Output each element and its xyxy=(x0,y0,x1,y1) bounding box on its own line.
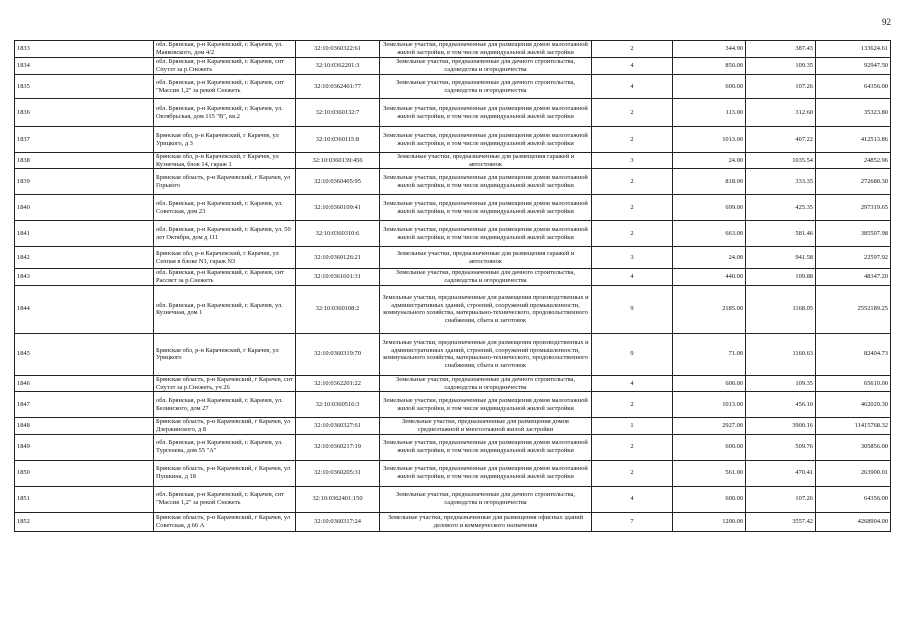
address-cell: Брянская область, р-н Карачевский, г Карачев, ул Пушкина, д 18 xyxy=(154,460,296,486)
cadastral-number-cell: 32:10:0360126:21 xyxy=(296,247,380,269)
cadastral-number-cell: 32:10:0360132:7 xyxy=(296,99,380,127)
cadastral-number-cell: 32:10:0360516:3 xyxy=(296,392,380,418)
area-cell: 600.00 xyxy=(673,434,746,460)
land-use-cell: Земельные участки, предназначенные для размещения гаражей и автостоянок xyxy=(380,247,592,269)
row-number: 1842 xyxy=(15,247,154,269)
row-number: 1837 xyxy=(15,127,154,153)
area-cell: 600.00 xyxy=(673,75,746,99)
address-cell: обл. Брянская, р-н Карачевский, г. Карачев, снт Рассвет за р.Снежеть xyxy=(154,269,296,285)
address-cell: Брянская обл, р-н Карачевский, г Карачев, ул Сеппая в блоке N1, гараж N3 xyxy=(154,247,296,269)
table-row xyxy=(15,333,891,375)
land-use-cell: Земельные участки, предназначенные для дачного строительства, садоводства и огородничества xyxy=(380,58,592,75)
cadastral-value-cell: 305856.00 xyxy=(816,434,891,460)
address-cell: обл. Брянская, р-н Карачевский, г. Карачев, ул. Кузнечная, дом 1 xyxy=(154,285,296,333)
table-row xyxy=(15,58,891,75)
land-use-cell: Земельные участки, предназначенные для размещения домов малоэтажной жилой застройки, в том числе индивидуальной жилой застройки xyxy=(380,169,592,195)
group-cell: 2 xyxy=(592,434,673,460)
address-cell: Брянская область, р-н Карачевский, г Карачев, ул Дзержинского, д 8 xyxy=(154,418,296,434)
area-cell: 699.00 xyxy=(673,195,746,221)
table-row xyxy=(15,269,891,285)
land-use-cell: Земельные участки, предназначенные для размещения производственных и административных зданий, строений, сооружений промышленности, коммунального хозяйства, материально-технического, продовольственного снабжения, сбыта и заготовок xyxy=(380,333,592,375)
group-cell: 2 xyxy=(592,169,673,195)
cadastral-value-cell: 48347.20 xyxy=(816,269,891,285)
cadastral-value-cell: 4268904.00 xyxy=(816,512,891,531)
group-cell: 4 xyxy=(592,269,673,285)
group-cell: 2 xyxy=(592,392,673,418)
rate-cell: 3900.16 xyxy=(746,418,816,434)
land-use-cell: Земельные участки, предназначенные для дачного строительства, садоводства и огородничества xyxy=(380,375,592,391)
land-use-cell: Земельные участки, предназначенные для размещения домов малоэтажной жилой застройки, в том числе индивидуальной жилой застройки xyxy=(380,99,592,127)
cadastral-value-cell: 64356.00 xyxy=(816,75,891,99)
group-cell: 3 xyxy=(592,247,673,269)
area-cell: 24.00 xyxy=(673,247,746,269)
cadastral-number-cell: 32:10:0362401:150 xyxy=(296,486,380,512)
row-number: 1836 xyxy=(15,99,154,127)
group-cell: 2 xyxy=(592,460,673,486)
cadastral-value-cell: 385507.98 xyxy=(816,221,891,247)
table-body xyxy=(15,41,891,532)
area-cell: 24.00 xyxy=(673,153,746,169)
row-number: 1840 xyxy=(15,195,154,221)
land-use-cell: Земельные участки, предназначенные для дачного строительства, садоводства и огородничества xyxy=(380,269,592,285)
area-cell: 2185.00 xyxy=(673,285,746,333)
land-use-cell: Земельные участки, предназначенные для дачного строительства, садоводства и огородничества xyxy=(380,486,592,512)
area-cell: 440.00 xyxy=(673,269,746,285)
row-number: 1835 xyxy=(15,75,154,99)
table-row xyxy=(15,418,891,434)
rate-cell: 3557.42 xyxy=(746,512,816,531)
cadastral-number-cell: 32:10:0360115:8 xyxy=(296,127,380,153)
land-use-cell: Земельные участки, предназначенные для размещения домов малоэтажной жилой застройки, в том числе индивидуальной жилой застройки xyxy=(380,127,592,153)
row-number: 1850 xyxy=(15,460,154,486)
land-use-cell: Земельные участки, предназначенные для размещения домов малоэтажной жилой застройки, в том числе индивидуальной жилой застройки xyxy=(380,195,592,221)
area-cell: 1013.00 xyxy=(673,392,746,418)
land-use-cell: Земельные участки, предназначенные для размещения домов малоэтажной жилой застройки, в том числе индивидуальной жилой застройки xyxy=(380,41,592,58)
area-cell: 1013.00 xyxy=(673,127,746,153)
group-cell: 9 xyxy=(592,333,673,375)
rate-cell: 107.26 xyxy=(746,75,816,99)
table-row xyxy=(15,127,891,153)
cadastral-value-cell: 92947.50 xyxy=(816,58,891,75)
row-number: 1838 xyxy=(15,153,154,169)
table-row xyxy=(15,195,891,221)
row-number: 1851 xyxy=(15,486,154,512)
cadastral-value-cell: 64356.00 xyxy=(816,486,891,512)
cadastral-number-cell: 32:10:0362401:77 xyxy=(296,75,380,99)
cadastral-number-cell: 32:10:0360217:19 xyxy=(296,434,380,460)
table-row xyxy=(15,169,891,195)
address-cell: обл. Брянская, р-н Карачевский, г. Карачев, ул. 50 лет Октября, дом д 111 xyxy=(154,221,296,247)
group-cell: 2 xyxy=(592,195,673,221)
cadastral-value-cell: 412513.86 xyxy=(816,127,891,153)
land-use-cell: Земельные участки, предназначенные для размещения домов малоэтажной жилой застройки, в том числе индивидуальной жилой застройки xyxy=(380,221,592,247)
cadastral-value-cell: 272680.30 xyxy=(816,169,891,195)
area-cell: 561.00 xyxy=(673,460,746,486)
cadastral-number-cell: 32:10:0360322:61 xyxy=(296,41,380,58)
page-number: 92 xyxy=(882,17,891,27)
table-row xyxy=(15,99,891,127)
row-number: 1847 xyxy=(15,392,154,418)
rate-cell: 941.58 xyxy=(746,247,816,269)
rate-cell: 581.46 xyxy=(746,221,816,247)
cadastral-value-cell: 133624.61 xyxy=(816,41,891,58)
area-cell: 850.00 xyxy=(673,58,746,75)
cadastral-number-cell: 32:10:0360108:2 xyxy=(296,285,380,333)
rate-cell: 109.35 xyxy=(746,375,816,391)
cadastral-number-cell: 32:10:0361601:31 xyxy=(296,269,380,285)
land-use-cell: Земельные участки, предназначенные для размещения производственных и административных зданий, строений, сооружений промышленности, коммунального хозяйства, материально-технического, продовольственного снабжения, сбыта и заготовок xyxy=(380,285,592,333)
address-cell: обл. Брянская, р-н Карачевский, г. Карачев, ул. Белинского, дом 27 xyxy=(154,392,296,418)
row-number: 1848 xyxy=(15,418,154,434)
table-row xyxy=(15,434,891,460)
land-use-cell: Земельные участки, предназначенные для размещения домов малоэтажной жилой застройки, в том числе индивидуальной жилой застройки xyxy=(380,460,592,486)
area-cell: 600.00 xyxy=(673,486,746,512)
address-cell: Брянская обл, р-н Карачевский, г Карачев, ул Урицкого xyxy=(154,333,296,375)
group-cell: 2 xyxy=(592,127,673,153)
row-number: 1841 xyxy=(15,221,154,247)
rate-cell: 509.76 xyxy=(746,434,816,460)
cadastral-number-cell: 32:10:0360310:6 xyxy=(296,221,380,247)
rate-cell: 312.60 xyxy=(746,99,816,127)
address-cell: обл. Брянская, р-н Карачевский, г. Карачев, снт "Массив 1,2" за рекой Снежеть xyxy=(154,486,296,512)
table-row xyxy=(15,41,891,58)
area-cell: 113.00 xyxy=(673,99,746,127)
address-cell: Брянская обл, р-н Карачевский, г Карачев, ул Кузнечная, блок 14, гараж 1 xyxy=(154,153,296,169)
table-row xyxy=(15,285,891,333)
address-cell: Брянская область, р-н Карачевский, г Карачев, ул Советская, д 66 А xyxy=(154,512,296,531)
address-cell: обл. Брянская, р-н Карачевский, г. Карачев, снт Спутэт за р.Снежеть xyxy=(154,58,296,75)
group-cell: 2 xyxy=(592,41,673,58)
group-cell: 4 xyxy=(592,75,673,99)
land-use-cell: Земельные участки, предназначенные для размещения домов среднеэтажной и многоэтажной жилой застройки xyxy=(380,418,592,434)
row-number: 1834 xyxy=(15,58,154,75)
cadastral-number-cell: 32:10:0360319:70 xyxy=(296,333,380,375)
address-cell: Брянская область, р-н Карачевский, г Карачев, снт Спутэт за р.Снежеть, уч 26 xyxy=(154,375,296,391)
rate-cell: 107.26 xyxy=(746,486,816,512)
rate-cell: 109.35 xyxy=(746,58,816,75)
group-cell: 2 xyxy=(592,221,673,247)
row-number: 1844 xyxy=(15,285,154,333)
table-row xyxy=(15,375,891,391)
rate-cell: 333.35 xyxy=(746,169,816,195)
land-use-cell: Земельные участки, предназначенные для дачного строительства, садоводства и огородничества xyxy=(380,75,592,99)
table-row xyxy=(15,512,891,531)
address-cell: обл. Брянская, р-н Карачевский, г. Карачев, ул. Маяковского, дом 4/2 xyxy=(154,41,296,58)
cadastral-value-cell: 297319.65 xyxy=(816,195,891,221)
cadastral-value-cell: 35323.80 xyxy=(816,99,891,127)
cadastral-number-cell: 32:10:0360205:31 xyxy=(296,460,380,486)
group-cell: 7 xyxy=(592,512,673,531)
cadastral-value-cell: 22597.92 xyxy=(816,247,891,269)
table-row xyxy=(15,486,891,512)
area-cell: 2927.00 xyxy=(673,418,746,434)
cadastral-value-cell: 24852.96 xyxy=(816,153,891,169)
land-use-cell: Земельные участки, предназначенные для размещения домов малоэтажной жилой застройки, в том числе индивидуальной жилой застройки xyxy=(380,392,592,418)
address-cell: обл. Брянская, р-н Карачевский, г. Карачев, ул. Октябрьская, дом 115 "В", кв.2 xyxy=(154,99,296,127)
row-number: 1849 xyxy=(15,434,154,460)
cadastral-value-cell: 82404.73 xyxy=(816,333,891,375)
group-cell: 9 xyxy=(592,285,673,333)
area-cell: 344.90 xyxy=(673,41,746,58)
cadastral-value-cell: 65610.00 xyxy=(816,375,891,391)
cadastral-value-cell: 2552189.25 xyxy=(816,285,891,333)
table-row xyxy=(15,75,891,99)
rate-cell: 407.22 xyxy=(746,127,816,153)
table-row xyxy=(15,221,891,247)
cadastral-number-cell: 32:10:0360139:456 xyxy=(296,153,380,169)
area-cell: 818.00 xyxy=(673,169,746,195)
land-use-cell: Земельные участки, предназначенные для размещения офисных зданий делового и коммерческого назначения xyxy=(380,512,592,531)
address-cell: обл. Брянская, р-н Карачевский, г. Карачев, ул. Советская, дом 23 xyxy=(154,195,296,221)
cadastral-value-cell: 263900.01 xyxy=(816,460,891,486)
address-cell: Брянская обл, р-н Карачевский, г Карачев, ул Урицкого, д 3 xyxy=(154,127,296,153)
group-cell: 3 xyxy=(592,153,673,169)
area-cell: 663.00 xyxy=(673,221,746,247)
rate-cell: 1160.63 xyxy=(746,333,816,375)
group-cell: 4 xyxy=(592,375,673,391)
table-row xyxy=(15,392,891,418)
cadastral-value-cell: 462029.30 xyxy=(816,392,891,418)
land-registry-table xyxy=(14,40,891,532)
land-use-cell: Земельные участки, предназначенные для размещения гаражей и автостоянок xyxy=(380,153,592,169)
area-cell: 71.00 xyxy=(673,333,746,375)
land-use-cell: Земельные участки, предназначенные для размещения домов малоэтажной жилой застройки, в том числе индивидуальной жилой застройки xyxy=(380,434,592,460)
row-number: 1852 xyxy=(15,512,154,531)
rate-cell: 1035.54 xyxy=(746,153,816,169)
table-row xyxy=(15,153,891,169)
row-number: 1839 xyxy=(15,169,154,195)
group-cell: 2 xyxy=(592,99,673,127)
rate-cell: 425.35 xyxy=(746,195,816,221)
area-cell: 600.00 xyxy=(673,375,746,391)
group-cell: 4 xyxy=(592,58,673,75)
row-number: 1846 xyxy=(15,375,154,391)
cadastral-number-cell: 32:10:0360327:61 xyxy=(296,418,380,434)
row-number: 1843 xyxy=(15,269,154,285)
group-cell: 4 xyxy=(592,486,673,512)
cadastral-number-cell: 32:10:0360317:24 xyxy=(296,512,380,531)
table-row xyxy=(15,460,891,486)
cadastral-number-cell: 32:10:0360109:41 xyxy=(296,195,380,221)
row-number: 1845 xyxy=(15,333,154,375)
cadastral-number-cell: 32:10:0362201:22 xyxy=(296,375,380,391)
rate-cell: 387.43 xyxy=(746,41,816,58)
table-row xyxy=(15,247,891,269)
address-cell: Брянская область, р-н Карачевский, г Карачев, ул Горького xyxy=(154,169,296,195)
rate-cell: 109.88 xyxy=(746,269,816,285)
cadastral-value-cell: 11415768.32 xyxy=(816,418,891,434)
rate-cell: 1168.05 xyxy=(746,285,816,333)
row-number: 1833 xyxy=(15,41,154,58)
rate-cell: 456.10 xyxy=(746,392,816,418)
cadastral-number-cell: 32:10:0362201:3 xyxy=(296,58,380,75)
cadastral-number-cell: 32:10:0360405:95 xyxy=(296,169,380,195)
address-cell: обл. Брянская, р-н Карачевский, г. Карачев, снт "Массив 1,2" за рекой Снежеть xyxy=(154,75,296,99)
group-cell: 1 xyxy=(592,418,673,434)
area-cell: 1200.00 xyxy=(673,512,746,531)
address-cell: обл. Брянская, р-н Карачевский, г. Карачев, ул. Тургенева, дом 55 "А" xyxy=(154,434,296,460)
rate-cell: 470.41 xyxy=(746,460,816,486)
